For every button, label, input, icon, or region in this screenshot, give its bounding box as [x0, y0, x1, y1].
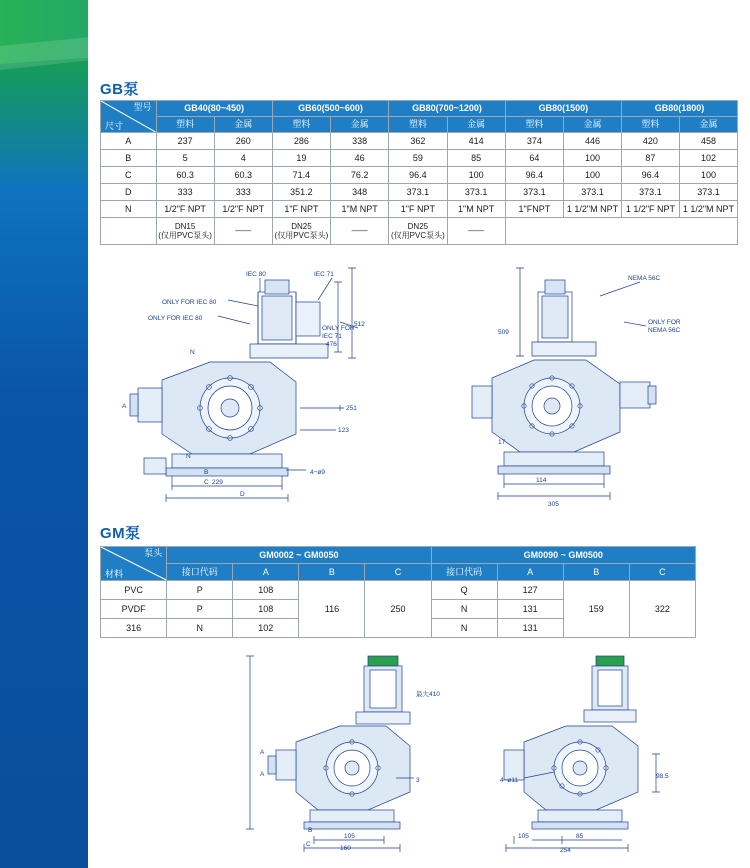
- gb-cell: DN25 (仅用PVC泵头): [389, 218, 447, 245]
- gm-c-right: 322: [629, 581, 695, 638]
- gb-group-header: GB80(1500): [505, 101, 621, 117]
- gm-a-left: 108: [233, 581, 299, 600]
- gb-row-label: A: [101, 133, 157, 150]
- gm-a-right: 131: [497, 600, 563, 619]
- table-row: [101, 218, 738, 245]
- gm-sub-header: B: [299, 564, 365, 581]
- svg-text:C: C: [204, 479, 209, 486]
- gb-cell: 348: [331, 184, 389, 201]
- gb-cell: 373.1: [564, 184, 622, 201]
- gb-row-label: D: [101, 184, 157, 201]
- gb-cell: 362: [389, 133, 447, 150]
- gb-cell: 237: [156, 133, 214, 150]
- gb-sub-header: 金属: [564, 117, 622, 133]
- gb-cell: 19: [272, 150, 330, 167]
- gm-code-right: Q: [431, 581, 497, 600]
- gm-sub-header: C: [365, 564, 431, 581]
- gm-corner-bottom: 材料: [105, 568, 124, 579]
- svg-text:ONLY FOR: ONLY FOR: [322, 325, 355, 332]
- gb-cell: 1"M NPT: [447, 201, 505, 218]
- gm-b-left: 116: [299, 581, 365, 638]
- gb-cell: 373.1: [505, 184, 563, 201]
- section-title-gb: GB泵: [100, 81, 140, 98]
- gm-material: PVC: [101, 581, 167, 600]
- svg-text:251: 251: [346, 405, 357, 412]
- gb-sub-header: 塑料: [272, 117, 330, 133]
- gb-cell: 59: [389, 150, 447, 167]
- svg-text:509: 509: [498, 329, 509, 336]
- svg-text:B: B: [204, 469, 209, 476]
- gb-cell: 71.4: [272, 167, 330, 184]
- gb-cell: 1"F NPT: [272, 201, 330, 218]
- gb-sub-header: 金属: [447, 117, 505, 133]
- gb-sub-header: 塑料: [505, 117, 563, 133]
- gb-row-label: N: [101, 201, 157, 218]
- gb-cell: 1"F NPT: [389, 201, 447, 218]
- gb-corner-cell: [101, 101, 157, 133]
- gb-sub-header: 塑料: [621, 117, 679, 133]
- section-title-gm: GM泵: [100, 525, 141, 542]
- gb-cell: 373.1: [447, 184, 505, 201]
- gm-sub-header: 接口代码: [167, 564, 233, 581]
- svg-text:IEC 80: IEC 80: [246, 271, 266, 278]
- gb-cell: 373.1: [621, 184, 679, 201]
- svg-text:4−ø9: 4−ø9: [310, 469, 325, 476]
- gb-group-header: GB60(500~600): [272, 101, 388, 117]
- gb-cell: 373.1: [679, 184, 737, 201]
- gb-cell: 87: [621, 150, 679, 167]
- gb-cell: DN15 (仅用PVC泵头): [156, 218, 214, 245]
- gm-code-left: P: [167, 581, 233, 600]
- gb-dimension-drawings: [100, 262, 738, 510]
- gm-sub-header: A: [497, 564, 563, 581]
- gm-code-left: P: [167, 600, 233, 619]
- gb-cell: 96.4: [389, 167, 447, 184]
- table-row: [101, 133, 738, 150]
- svg-text:114: 114: [536, 477, 547, 484]
- table-row: [101, 150, 738, 167]
- gb-cell: 1/2"F NPT: [156, 201, 214, 218]
- svg-text:A: A: [122, 403, 127, 410]
- gb-cell: 100: [564, 150, 622, 167]
- gb-row-label: B: [101, 150, 157, 167]
- table-row: [101, 167, 738, 184]
- svg-text:476: 476: [326, 341, 337, 348]
- gb-sub-header: 金属: [214, 117, 272, 133]
- gm-a-right: 131: [497, 619, 563, 638]
- table-row: [101, 201, 738, 218]
- svg-text:4−ø11: 4−ø11: [500, 777, 519, 784]
- gb-cell: 1 1/2"F NPT: [621, 201, 679, 218]
- gm-a-right: 127: [497, 581, 563, 600]
- svg-text:NEMA 56C: NEMA 56C: [628, 275, 661, 282]
- rail-gradient: [0, 0, 88, 868]
- gb-cell: 420: [621, 133, 679, 150]
- svg-text:17: 17: [498, 439, 506, 446]
- gb-group-header: GB40(80~450): [156, 101, 272, 117]
- gb-cell: 1"FNPT: [505, 201, 563, 218]
- gb-cell: 64: [505, 150, 563, 167]
- gm-sub-header: B: [563, 564, 629, 581]
- gb-cell: 414: [447, 133, 505, 150]
- gm-b-right: 159: [563, 581, 629, 638]
- gm-spec-table: [100, 546, 696, 638]
- svg-text:N: N: [186, 453, 191, 460]
- svg-text:D: D: [240, 491, 245, 498]
- gm-code-right: N: [431, 619, 497, 638]
- gb-cell: 96.4: [505, 167, 563, 184]
- svg-text:NEMA 56C: NEMA 56C: [648, 327, 681, 334]
- svg-text:IEC 71: IEC 71: [322, 333, 342, 340]
- gb-cell: 458: [679, 133, 737, 150]
- gm-material: 316: [101, 619, 167, 638]
- gm-code-left: N: [167, 619, 233, 638]
- gm-sub-header: A: [233, 564, 299, 581]
- gb-row-label: C: [101, 167, 157, 184]
- gm-code-right: N: [431, 600, 497, 619]
- gb-cell: DN25 (仅用PVC泵头): [272, 218, 330, 245]
- document-content: [88, 0, 750, 868]
- gb-cell: 76.2: [331, 167, 389, 184]
- gm-group-header: GM0090 ~ GM0500: [431, 547, 695, 564]
- svg-text:98.5: 98.5: [656, 773, 669, 780]
- gb-group-header: GB80(700~1200): [389, 101, 506, 117]
- gm-a-left: 108: [233, 600, 299, 619]
- gm-sub-header: C: [629, 564, 695, 581]
- gb-cell: 333: [156, 184, 214, 201]
- gb-cell: 102: [679, 150, 737, 167]
- gb-cell: 85: [447, 150, 505, 167]
- gb-cell: 1/2"F NPT: [214, 201, 272, 218]
- gb-sub-header: 塑料: [156, 117, 214, 133]
- gb-sub-header: 金属: [679, 117, 737, 133]
- table-row: [101, 581, 696, 600]
- gb-cell: 96.4: [621, 167, 679, 184]
- gb-group-header: GB80(1800): [621, 101, 737, 117]
- gb-cell: 260: [214, 133, 272, 150]
- table-row: [101, 184, 738, 201]
- svg-text:ONLY FOR IEC 80: ONLY FOR IEC 80: [162, 299, 217, 306]
- gb-corner-top: 型号: [133, 102, 152, 112]
- gb-cell: 60.3: [156, 167, 214, 184]
- gb-cell: 60.3: [214, 167, 272, 184]
- svg-text:IEC 71: IEC 71: [314, 271, 334, 278]
- gm-a-left: 102: [233, 619, 299, 638]
- gb-cell: 338: [331, 133, 389, 150]
- gb-cell: 46: [331, 150, 389, 167]
- svg-text:512: 512: [354, 321, 365, 328]
- gb-sub-header: 塑料: [389, 117, 447, 133]
- svg-text:ONLY FOR IEC 80: ONLY FOR IEC 80: [148, 315, 203, 322]
- gb-cell: 5: [156, 150, 214, 167]
- gb-cell: 446: [564, 133, 622, 150]
- gb-cell: 286: [272, 133, 330, 150]
- left-decorative-rail: [0, 0, 88, 868]
- gb-cell: 4: [214, 150, 272, 167]
- gb-cell: 373.1: [389, 184, 447, 201]
- gb-cell: 1 1/2"M NPT: [679, 201, 737, 218]
- svg-text:123: 123: [338, 427, 349, 434]
- gb-cell: 333: [214, 184, 272, 201]
- svg-text:A: A: [260, 771, 265, 778]
- gb-cell: ——: [331, 218, 389, 245]
- gb-cell: 100: [447, 167, 505, 184]
- gb-cell: ——: [447, 218, 505, 245]
- gb-cell-empty: [505, 218, 737, 245]
- svg-text:160: 160: [340, 845, 351, 852]
- gb-sub-header: 金属: [331, 117, 389, 133]
- svg-text:B: B: [308, 827, 313, 834]
- gb-cell: ——: [214, 218, 272, 245]
- svg-text:105: 105: [518, 833, 529, 840]
- svg-text:85: 85: [576, 833, 584, 840]
- gm-corner-cell: [101, 547, 167, 581]
- gb-cell: 100: [679, 167, 737, 184]
- gb-row-label: [101, 218, 157, 245]
- gb-spec-table: [100, 100, 738, 245]
- gb-cell: 1 1/2"M NPT: [564, 201, 622, 218]
- gm-dimension-drawings: [100, 650, 738, 855]
- gm-group-header: GM0002 ~ GM0050: [167, 547, 431, 564]
- gb-cell: 100: [564, 167, 622, 184]
- svg-text:229: 229: [212, 479, 223, 486]
- gm-corner-top: 泵头: [144, 548, 163, 558]
- svg-text:ONLY FOR: ONLY FOR: [648, 319, 681, 326]
- gb-cell: 374: [505, 133, 563, 150]
- gb-cell: 1"M NPT: [331, 201, 389, 218]
- svg-text:254: 254: [560, 847, 571, 854]
- svg-text:3: 3: [416, 777, 420, 784]
- gb-corner-bottom: 尺寸: [105, 120, 124, 131]
- gb-cell: 351.2: [272, 184, 330, 201]
- svg-text:305: 305: [548, 501, 559, 508]
- svg-text:A: A: [260, 749, 265, 756]
- gm-material: PVDF: [101, 600, 167, 619]
- svg-text:105: 105: [344, 833, 355, 840]
- svg-text:最大410: 最大410: [416, 691, 440, 698]
- gm-c-left: 250: [365, 581, 431, 638]
- svg-text:N: N: [190, 349, 195, 356]
- gm-sub-header: 接口代码: [431, 564, 497, 581]
- svg-text:C: C: [306, 841, 311, 848]
